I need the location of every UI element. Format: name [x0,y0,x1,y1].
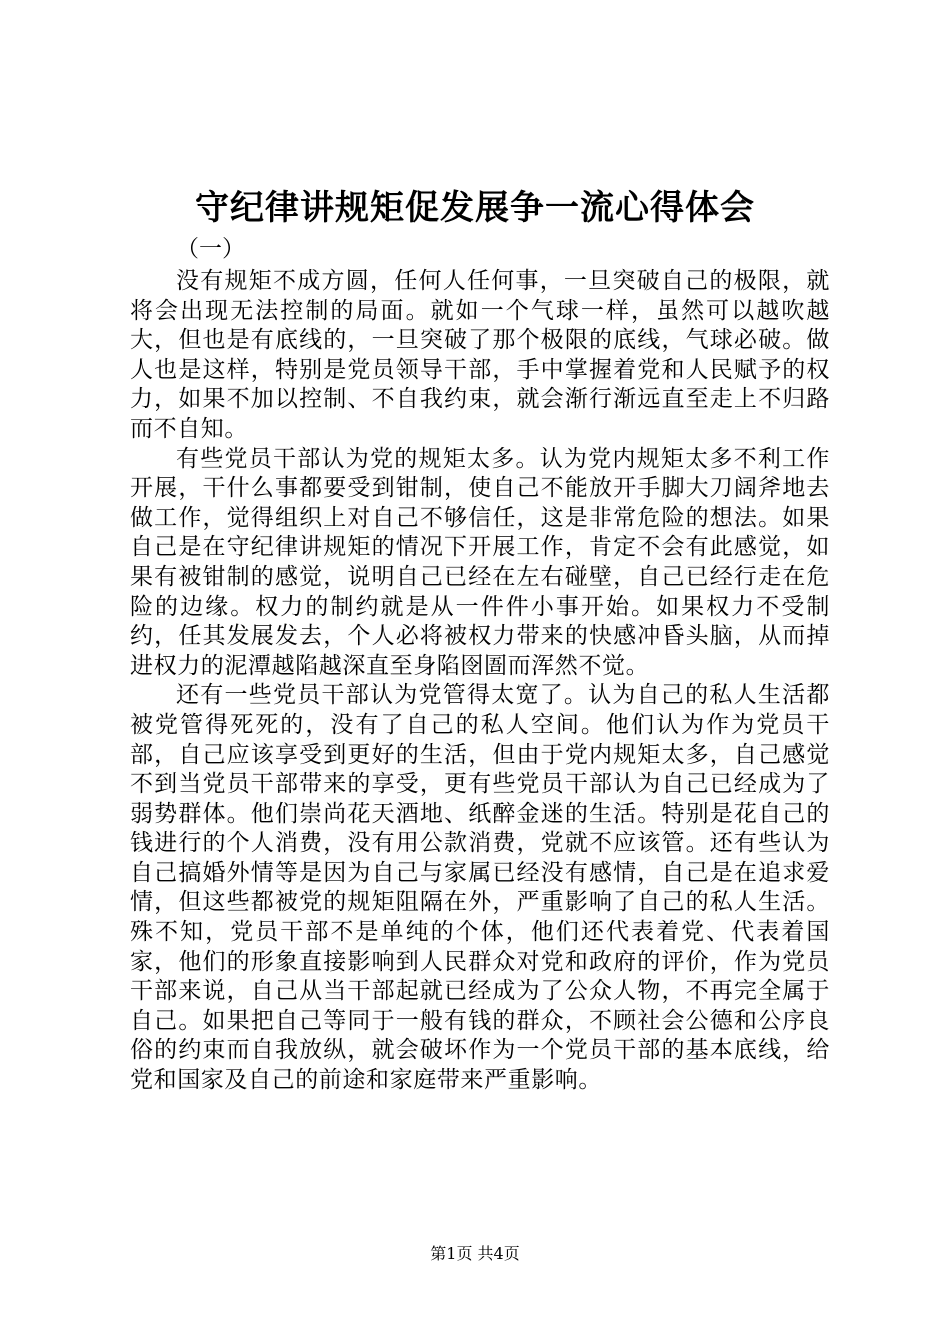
paragraph-2: 有些党员干部认为党的规矩太多。认为党内规矩太多不利工作开展，干什么事都要受到钳制，使自己不能放开手脚大刀阔斧地去做工作，觉得组织上对自己不够信任，这是非常危险的想法。如果自己是在守纪律讲规矩的情况下开展工作，肯定不会有此感觉，如果有被钳制的感觉，说明自己已经在左右碰壁，自己已经行走在危险的边缘。权力的制约就是从一件件小事开始。如果权力不受制约，任其发展发去，个人必将被权力带来的快感冲昏头脑，从而掉进权力的泥潭越陷越深直至身陷囹圄而浑然不觉。 [130,445,830,679]
paragraph-1: 没有规矩不成方圆，任何人任何事，一旦突破自己的极限，就将会出现无法控制的局面。就如一个气球一样，虽然可以越吹越大，但也是有底线的，一旦突破了那个极限的底线，气球必破。做人也是这样，特别是党员领导干部，手中掌握着党和人民赋予的权力，如果不加以控制、不自我约束，就会渐行渐远直至走上不归路而不自知。 [130,268,830,442]
document-title: 守纪律讲规矩促发展争一流心得体会 [195,188,755,228]
paragraph-3: 还有一些党员干部认为党管得太宽了。认为自己的私人生活都被党管得死死的，没有了自己的私人空间。他们认为作为党员干部，自己应该享受到更好的生活，但由于党内规矩太多，自己感觉不到当党员干部带来的享受，更有些党员干部认为自己已经成为了弱势群体。他们崇尚花天酒地、纸醉金迷的生活。特别是花自己的钱进行的个人消费，没有用公款消费，党就不应该管。还有些认为自己搞婚外情等是因为自己与家属已经没有感情，自己是在追求爱情，但这些都被党的规矩阻隔在外，严重影响了自己的私人生活。殊不知，党员干部不是单纯的个体，他们还代表着党、代表着国家，他们的形象直接影响到人民群众对党和政府的评价，作为党员干部来说，自己从当干部起就已经成为了公众人物，不再完全属于自己。如果把自己等同于一般有钱的群众，不顾社会公德和公序良俗的约束而自我放纵，就会破坏作为一个党员干部的基本底线，给党和国家及自己的前途和家庭带来严重影响。 [130,682,830,1094]
section-label: （一） [176,236,245,262]
page-footer: 第1页 共4页 [430,1244,520,1263]
document-body [130,231,830,1096]
